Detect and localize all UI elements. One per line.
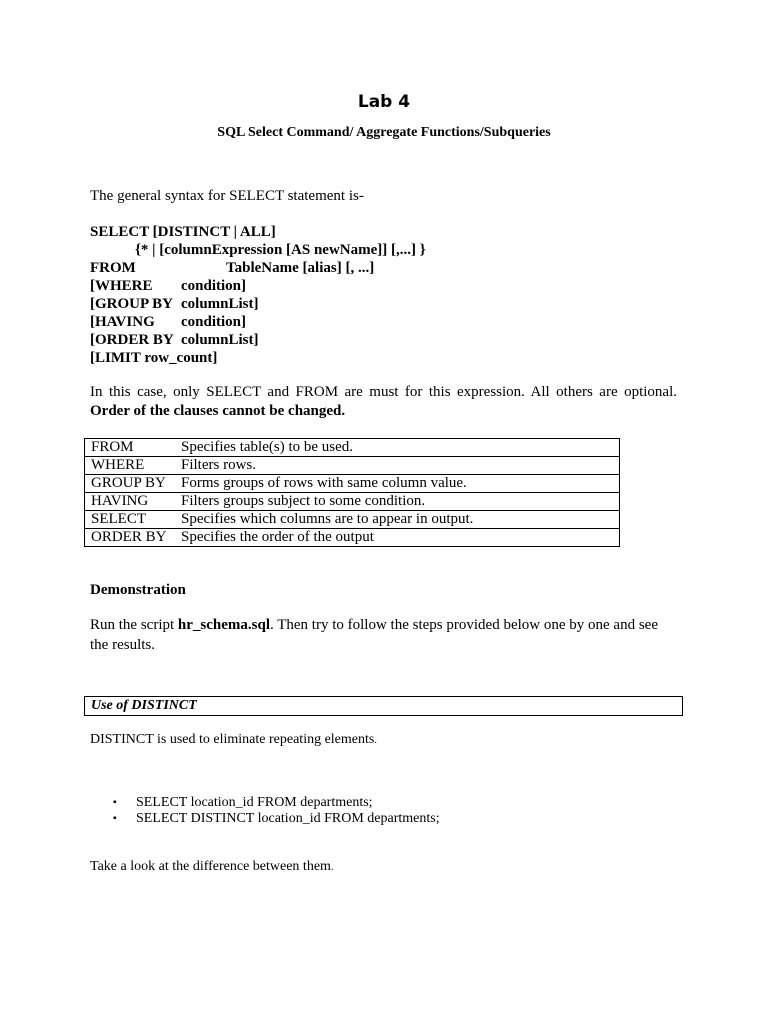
- syntax-line-having-args: condition]: [181, 314, 247, 330]
- syntax-line-having-keyword: [HAVING: [90, 314, 155, 330]
- table-row: [85, 457, 620, 475]
- distinct-description-period: .: [374, 735, 377, 746]
- clause-name: WHERE: [85, 457, 176, 475]
- bullet-icon: ▪: [113, 813, 117, 824]
- clause-description: Specifies the order of the output: [175, 529, 620, 547]
- closing-text-period: .: [330, 862, 334, 873]
- syntax-line-where-args: condition]: [181, 278, 247, 294]
- syntax-line-groupby-keyword: [GROUP BY: [90, 296, 173, 312]
- list-item: SELECT DISTINCT location_id FROM departments;: [136, 811, 440, 826]
- clause-name: ORDER BY: [85, 529, 176, 547]
- table-row: [85, 493, 620, 511]
- script-filename: hr_schema.sql: [177, 617, 270, 633]
- clause-description: Specifies table(s) to be used.: [175, 439, 620, 457]
- syntax-line-columns: {* | [columnExpression [AS newName]] [,...] }: [135, 242, 426, 258]
- syntax-line-orderby-args: columnList]: [181, 332, 259, 348]
- clause-description: Filters groups subject to some condition.: [175, 493, 620, 511]
- syntax-line-groupby-args: columnList]: [181, 296, 259, 312]
- closing-text: [90, 859, 333, 875]
- syntax-line-from-args: TableName [alias] [, ...]: [226, 260, 375, 276]
- run-instructions: [90, 617, 658, 634]
- clause-name: FROM: [85, 439, 176, 457]
- bullet-icon: ▪: [113, 797, 117, 808]
- clauses-table: [84, 438, 620, 547]
- distinct-description-text: DISTINCT is used to eliminate repeating elements: [90, 732, 375, 747]
- table-row: [85, 439, 620, 457]
- section-heading-distinct: Use of DISTINCT: [84, 696, 683, 716]
- intro-text: The general syntax for SELECT statement is-: [90, 188, 364, 204]
- closing-text-body: Take a look at the difference between them: [90, 859, 331, 874]
- table-row: [85, 529, 620, 547]
- table-row: [85, 511, 620, 529]
- clause-name: HAVING: [85, 493, 176, 511]
- run-prefix: Run the script: [90, 617, 178, 633]
- table-row: [85, 475, 620, 493]
- clause-name: GROUP BY: [85, 475, 176, 493]
- run-suffix: . Then try to follow the steps provided below one by one and see: [270, 617, 658, 633]
- distinct-description: [90, 732, 377, 748]
- syntax-line-orderby-keyword: [ORDER BY: [90, 332, 174, 348]
- note-order: Order of the clauses cannot be changed.: [90, 403, 346, 419]
- clause-name: SELECT: [85, 511, 176, 529]
- note-optional: In this case, only SELECT and FROM are must for this expression. All others are optional.: [90, 384, 677, 400]
- page-subtitle: SQL Select Command/ Aggregate Functions/Subqueries: [217, 125, 551, 140]
- syntax-line-from-keyword: FROM: [90, 260, 136, 276]
- list-item: SELECT location_id FROM departments;: [136, 795, 373, 810]
- demo-heading: Demonstration: [90, 582, 186, 598]
- syntax-line-where-keyword: [WHERE: [90, 278, 153, 294]
- page-title: Lab 4: [357, 92, 411, 112]
- run-instructions-cont: the results.: [90, 637, 155, 653]
- clause-description: Filters rows.: [175, 457, 620, 475]
- clause-description: Forms groups of rows with same column value.: [175, 475, 620, 493]
- syntax-line-select: SELECT [DISTINCT | ALL]: [90, 224, 276, 240]
- clause-description: Specifies which columns are to appear in output.: [175, 511, 620, 529]
- syntax-line-limit: [LIMIT row_count]: [90, 350, 218, 366]
